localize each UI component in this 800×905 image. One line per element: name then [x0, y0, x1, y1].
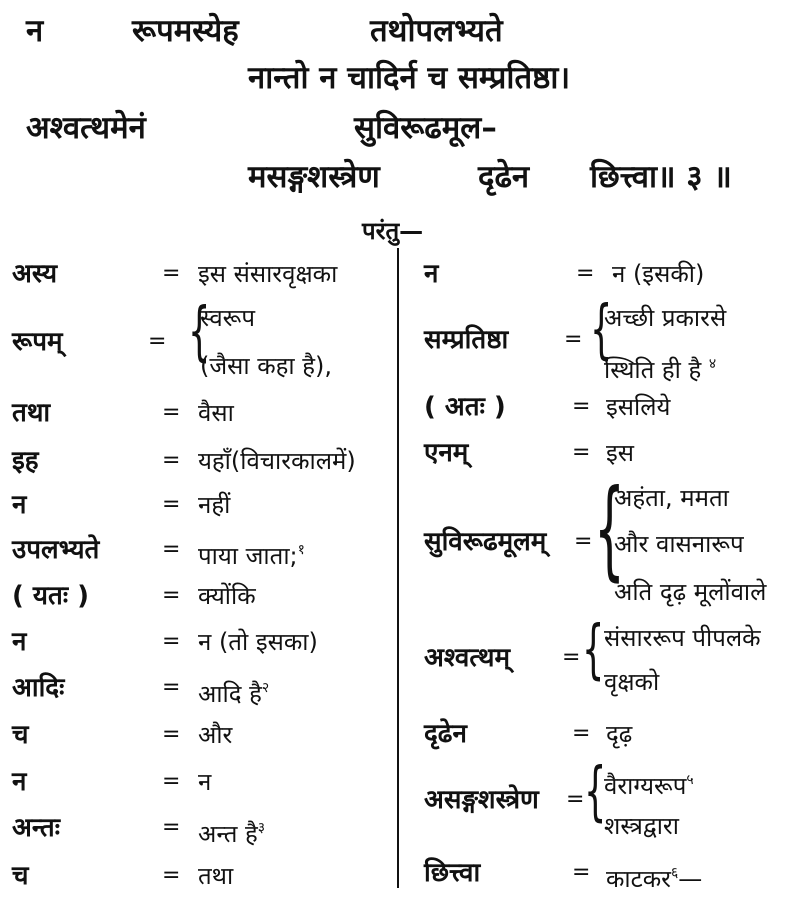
equals-sign: =: [572, 721, 591, 746]
gloss-word: उपलभ्यते: [12, 535, 100, 565]
equals-sign: =: [162, 261, 181, 286]
gloss-word: च: [12, 861, 29, 891]
equals-sign: =: [562, 645, 581, 670]
verse-word: अश्वत्थमेनं: [26, 110, 146, 146]
gloss-word: छित्त्वा: [424, 858, 481, 888]
section-heading: परंतु—: [362, 217, 424, 245]
meaning-text: पाया जाता;: [198, 542, 298, 570]
curly-brace-icon: {: [594, 467, 625, 592]
gloss-meaning: [198, 668, 269, 714]
equals-sign: =: [574, 529, 593, 554]
gloss-word: अस्य: [12, 259, 58, 289]
gloss-word: एनम्: [424, 438, 469, 468]
dash-mark: —: [678, 865, 703, 893]
gloss-meaning: यहाँ(विचारकालमें): [198, 447, 356, 475]
gloss-meaning: दृढ़: [606, 720, 633, 748]
equals-sign: =: [162, 863, 181, 888]
gloss-meaning: [606, 853, 702, 899]
gloss-meaning: इसलिये: [606, 393, 671, 421]
gloss-meaning-line: [604, 344, 716, 390]
curly-brace-icon: {: [188, 295, 211, 369]
gloss-word: च: [12, 720, 29, 750]
equals-sign: =: [572, 394, 591, 419]
gloss-meaning-line: संसाररूप पीपलके: [604, 624, 761, 652]
verse-word: मसङ्गशस्त्रेण: [248, 159, 380, 195]
gloss-word: न: [12, 627, 27, 657]
equals-sign: =: [576, 261, 595, 286]
gloss-meaning: वैसा: [198, 399, 234, 427]
equals-sign: =: [162, 583, 181, 608]
shloka-verse: [0, 0, 800, 210]
gloss-meaning-line: शस्त्रद्वारा: [604, 812, 679, 840]
gloss-word: असङ्गशस्त्रेण: [424, 785, 539, 815]
equals-sign: =: [162, 769, 181, 794]
gloss-meaning-line: [604, 760, 694, 806]
gloss-meaning: [198, 530, 305, 576]
gloss-word: इह: [12, 446, 39, 476]
equals-sign: =: [162, 448, 181, 473]
meaning-text: काटकर: [606, 865, 671, 893]
footnote-marker: ५: [686, 772, 694, 788]
footnote-marker: २: [261, 680, 270, 696]
gloss-word: न: [12, 490, 27, 520]
gloss-word: दृढेन: [424, 719, 467, 749]
curly-brace-icon: {: [582, 613, 605, 687]
gloss-meaning-line: स्वरूप: [200, 304, 255, 332]
equals-sign: =: [162, 675, 181, 700]
gloss-meaning-line: (जैसा कहा है),: [200, 352, 332, 380]
footnote-marker: १: [297, 542, 305, 558]
gloss-meaning: न (तो इसका): [198, 628, 318, 656]
verse-word: न: [26, 13, 44, 49]
equals-sign: =: [162, 815, 181, 840]
verse-word: सुविरूढमूल–: [354, 110, 497, 146]
verse-word: तथोपलभ्यते: [370, 13, 503, 49]
equals-sign: =: [162, 629, 181, 654]
meaning-text: वैराग्यरूप: [604, 772, 687, 800]
gloss-meaning-line: अहंता, ममता: [614, 484, 729, 512]
gloss-word: अन्तः: [12, 813, 60, 843]
equals-sign: =: [162, 722, 181, 747]
equals-sign: =: [572, 860, 591, 885]
equals-sign: =: [148, 329, 167, 354]
footnote-marker: ४: [708, 356, 717, 372]
gloss-word: सुविरूढमूलम्: [424, 527, 547, 557]
gloss-word: ( यतः ): [12, 581, 90, 611]
column-divider: [397, 248, 399, 888]
equals-sign: =: [162, 400, 181, 425]
gloss-meaning: न: [198, 768, 212, 796]
gloss-meaning: इस: [606, 439, 635, 467]
gloss-meaning: [198, 808, 265, 854]
footnote-marker: ३: [257, 820, 266, 836]
meaning-text: अन्त है: [198, 820, 258, 848]
verse-word: दृढेन: [478, 159, 530, 195]
gloss-meaning-line: वृक्षको: [604, 668, 660, 696]
gloss-meaning: तथा: [198, 862, 234, 890]
gloss-meaning-line: अच्छी प्रकारसे: [604, 304, 727, 332]
gloss-meaning: नहीं: [198, 491, 231, 519]
gloss-word: ( अतः ): [424, 392, 506, 422]
gloss-word: अश्वत्थम्: [424, 643, 511, 673]
gloss-meaning: और: [198, 721, 233, 749]
gloss-meaning: इस संसारवृक्षका: [198, 260, 338, 288]
meaning-text: आदि है: [198, 680, 262, 708]
equals-sign: =: [566, 787, 585, 812]
equals-sign: =: [572, 440, 591, 465]
gloss-word: सम्प्रतिष्ठा: [424, 325, 509, 355]
gloss-meaning-line: अति दृढ़ मूलोंवाले: [614, 578, 767, 606]
equals-sign: =: [162, 492, 181, 517]
gloss-word: आदिः: [12, 673, 65, 703]
gloss-word: तथा: [12, 398, 51, 428]
gloss-meaning: न (इसकी): [612, 260, 705, 288]
gloss-word: न: [12, 767, 27, 797]
gloss-word: न: [424, 259, 439, 289]
verse-word: छित्त्वा॥ ३ ॥: [590, 159, 732, 195]
verse-line-2: नान्तो न चादिर्न च सम्प्रतिष्ठा।: [248, 60, 571, 96]
verse-word: रूपमस्येह: [132, 13, 239, 49]
equals-sign: =: [162, 537, 181, 562]
equals-sign: =: [564, 327, 583, 352]
gloss-meaning-line: और वासनारूप: [614, 530, 744, 558]
footnote-marker: ६: [671, 865, 679, 881]
curly-brace-icon: {: [590, 293, 613, 367]
meaning-text: स्थिति ही है: [604, 356, 702, 384]
gloss-meaning: क्योंकि: [198, 582, 256, 610]
curly-brace-icon: {: [584, 755, 607, 829]
gloss-word: रूपम्: [12, 327, 63, 357]
